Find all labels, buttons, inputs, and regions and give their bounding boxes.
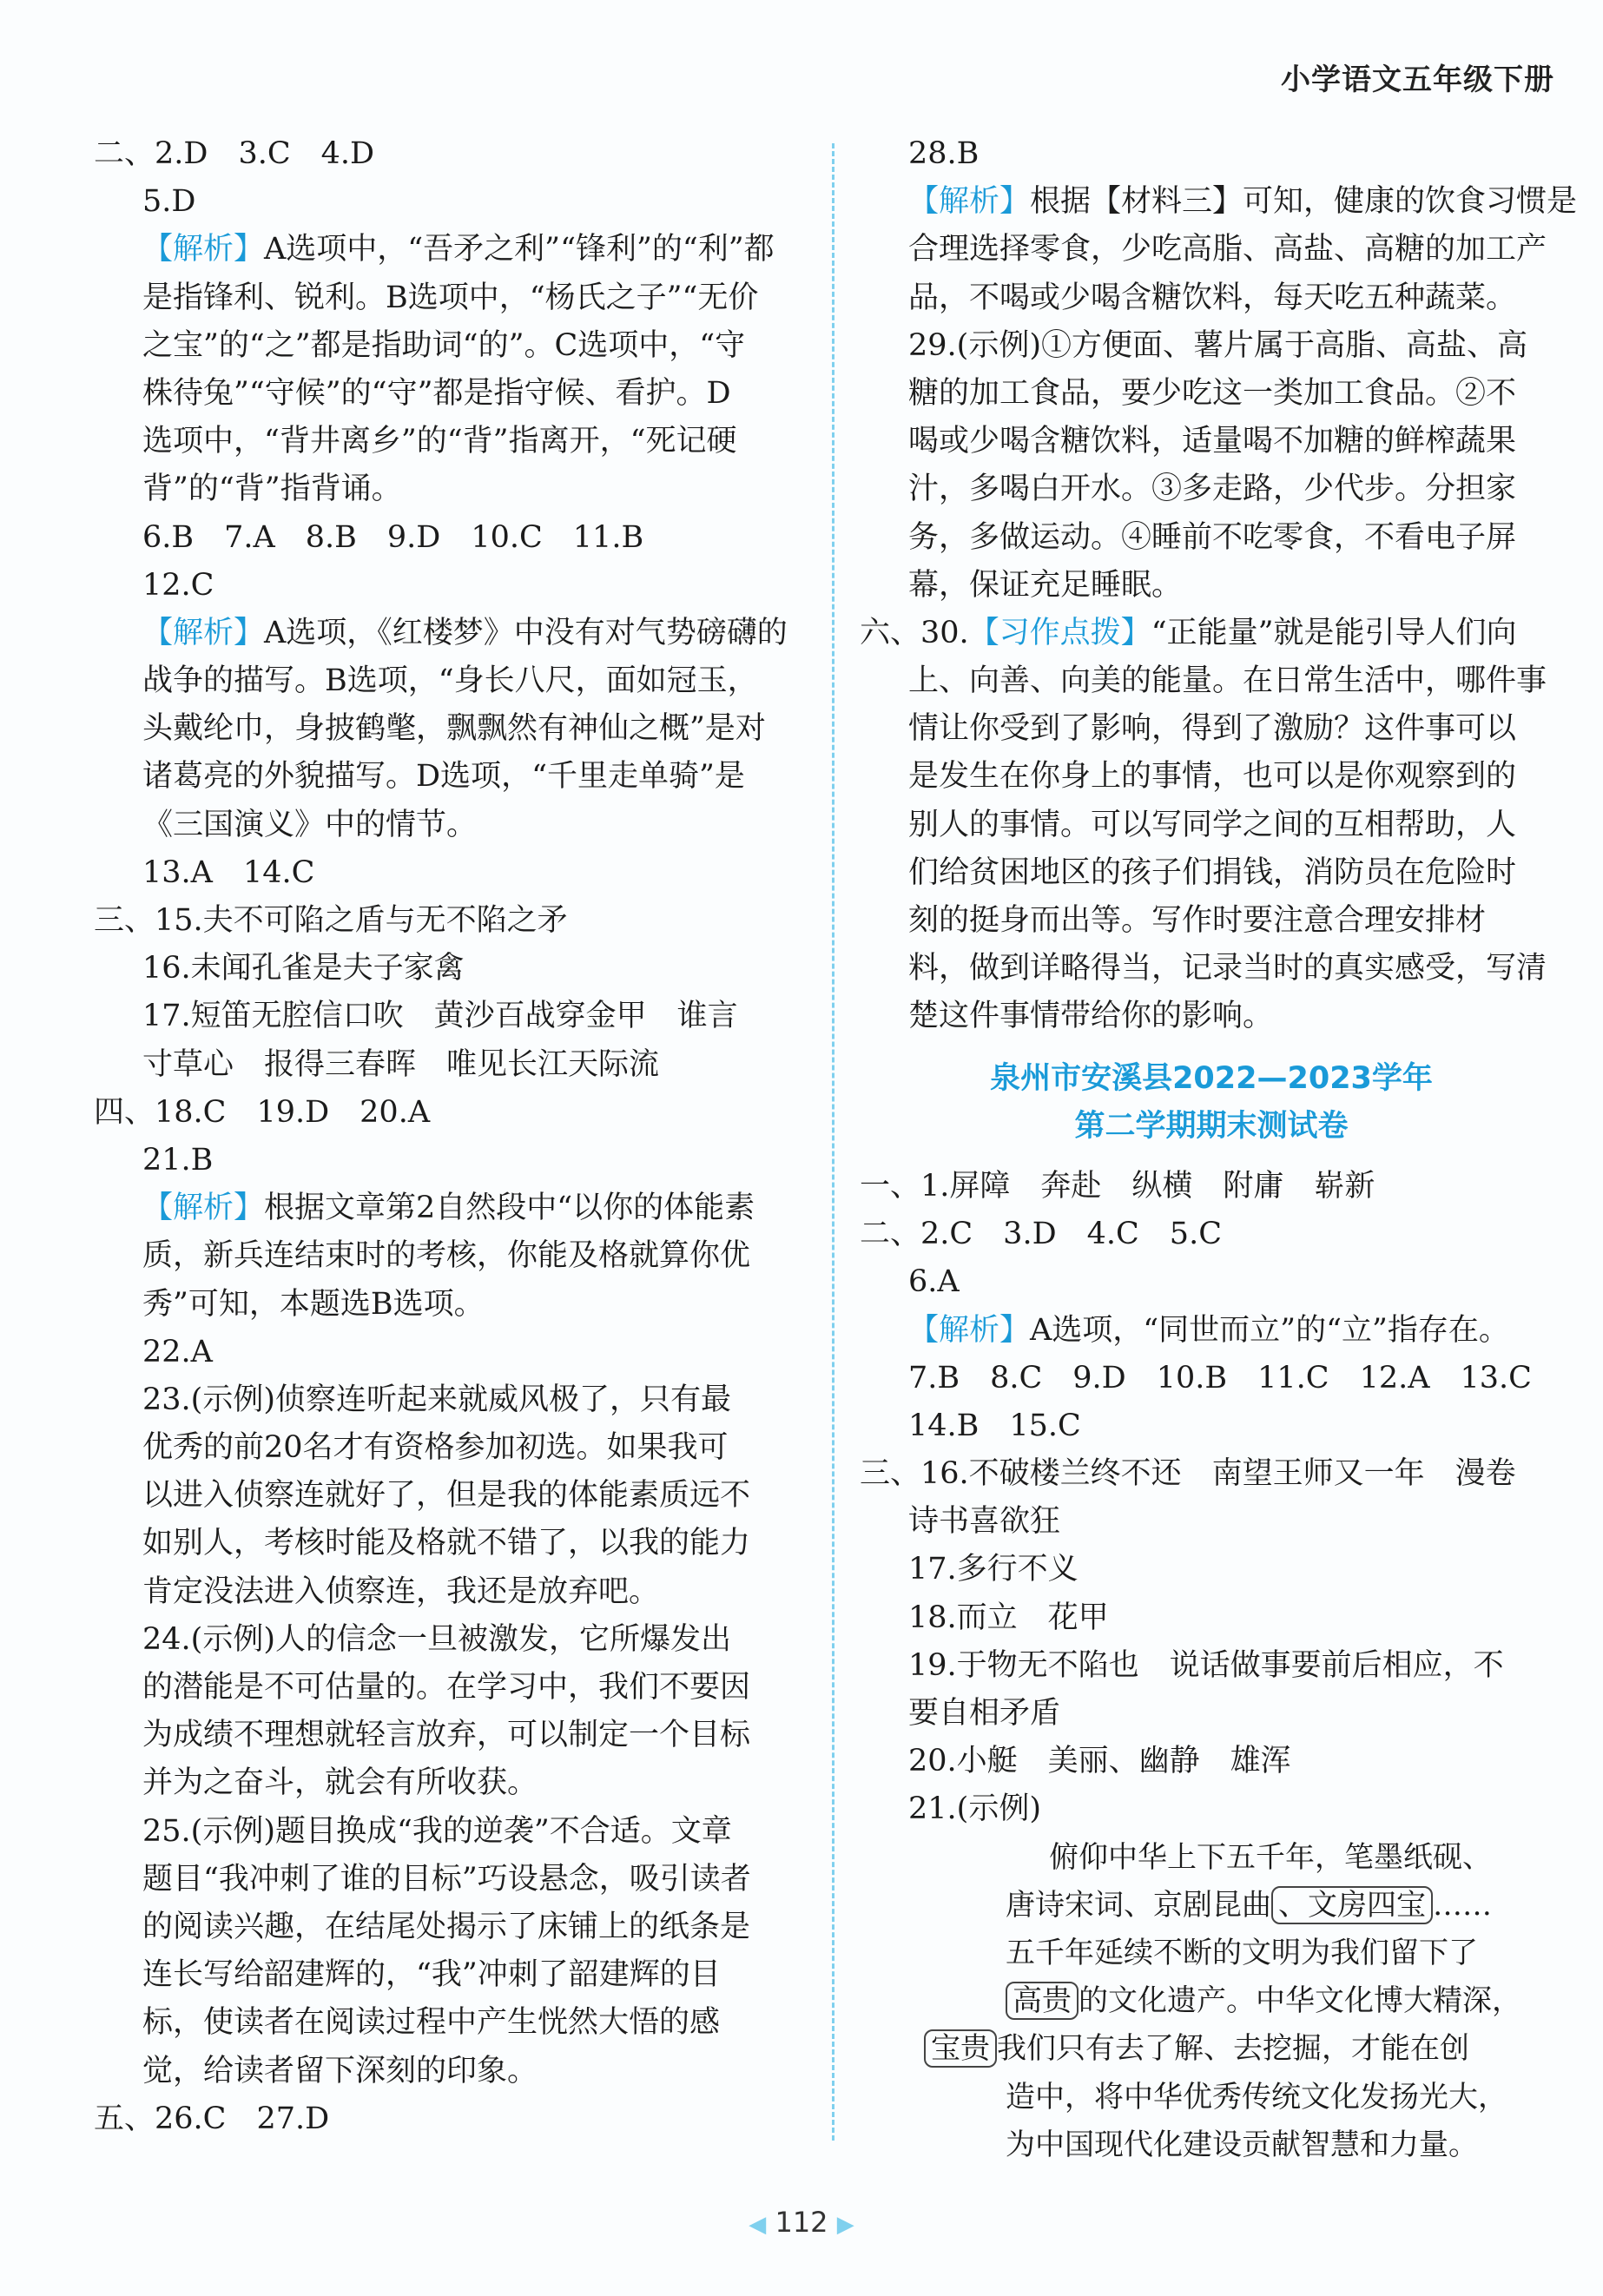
answer-text: 情让你受到了影响，得到了激励？这件事可以 (908, 711, 1517, 747)
answer-line (94, 1232, 806, 1280)
answer-line (860, 753, 1563, 801)
prev-page-icon[interactable]: ◀ (749, 2212, 767, 2238)
answer-text: 二、2.D 3.C 4.D (94, 136, 375, 171)
answer-line (94, 1089, 806, 1137)
answer-text: 质，新兵连结束时的考核，你能及格就算你优 (142, 1238, 751, 1274)
answer-text: 战争的描写。B选项，“身长八尺，面如冠玉， (142, 663, 758, 699)
answer-text: 18.而立 花甲 (908, 1600, 1109, 1635)
essay-line: 为中国现代化建设贡献智慧和力量。 (1006, 2127, 1478, 2162)
answer-text: 头戴纶巾，身披鹤氅，飘飘然有神仙之概”是对 (142, 711, 766, 747)
answer-text: 21.B (142, 1142, 214, 1178)
essay-line: 五千年延续不断的文明为我们留下了 (1006, 1935, 1478, 1970)
answer-text: 别人的事情。可以写同学之间的互相帮助，人 (908, 807, 1517, 842)
answer-text: 24.(示例)人的信念一旦被激发，它所爆发出 (142, 1621, 731, 1657)
answer-text: 21.(示例) (908, 1791, 1041, 1827)
answer-text: 诸葛亮的外貌描写。D选项，“千里走单骑”是 (142, 759, 745, 795)
answer-text: 《三国演义》中的情节。 (142, 807, 478, 842)
answer-line (94, 465, 806, 513)
essay-text: 我们只有去了解、去挖掘，才能在创 (997, 2031, 1469, 2067)
answer-line (94, 610, 806, 657)
answer-text: 糖的加工食品，要少吃这一类加工食品。②不 (908, 375, 1517, 411)
answer-line (860, 226, 1563, 274)
answer-line (860, 610, 1563, 657)
answer-text: 以进入侦察连就好了，但是我的体能素质远不 (142, 1478, 751, 1514)
answer-text: 要自相矛盾 (908, 1696, 1061, 1731)
answer-line (860, 1402, 1563, 1450)
answer-line (860, 1307, 1563, 1355)
answer-line (94, 514, 806, 562)
answer-line (860, 1211, 1563, 1258)
essay-line (860, 1977, 1563, 2025)
answer-line (94, 1616, 806, 1664)
answer-text: 一、1.屏障 奔赴 纵横 附庸 崭新 (860, 1168, 1375, 1204)
answer-line (860, 1450, 1563, 1498)
answer-line (94, 705, 806, 753)
answer-text: 五、26.C 27.D (94, 2101, 330, 2136)
answer-line (860, 705, 1563, 753)
answer-text: 三、16.不破楼兰终不还 南望王师又一年 漫卷 (860, 1456, 1516, 1492)
answer-text: 17.短笛无腔信口吹 黄沙百战穿金甲 谁言 (142, 999, 738, 1034)
sample-essay (860, 1834, 1563, 2169)
answer-line (94, 1520, 806, 1567)
answer-line (860, 178, 1578, 226)
answer-line (860, 1738, 1563, 1785)
answer-text: 标，使读者在阅读过程中产生恍然大悟的感 (142, 2005, 721, 2041)
next-page-icon[interactable]: ▶ (836, 2212, 854, 2238)
answer-line (860, 1163, 1563, 1211)
answer-text: 寸草心 报得三春晖 唯见长江天际流 (142, 1046, 660, 1082)
answer-text: 汁，多喝白开水。③多走路，少代步。分担家 (908, 472, 1517, 507)
answer-text: 12.C (142, 567, 214, 603)
answer-line (94, 1568, 806, 1616)
exam-title-line-2: 第二学期期末测试卷 (1074, 1108, 1349, 1144)
answer-line (860, 1594, 1563, 1642)
answer-text: 13.A 14.C (142, 854, 315, 890)
essay-line: 俯仰中华上下五千年，笔墨纸砚、 (1049, 1839, 1492, 1875)
answer-line (94, 1137, 806, 1184)
answer-text: 连长写给韶建辉的，“我”冲刺了韶建辉的目 (142, 1957, 721, 1993)
page-number: 112 (775, 2206, 828, 2239)
answer-line (860, 1642, 1563, 1690)
answer-line (94, 1184, 806, 1232)
answer-text: 22.A (142, 1334, 213, 1369)
answer-line (94, 370, 806, 418)
answer-line (860, 1355, 1563, 1402)
answer-text: 6.B 7.A 8.B 9.D 10.C 11.B (142, 519, 644, 555)
answer-text: 的阅读兴趣，在结尾处揭示了床铺上的纸条是 (142, 1909, 751, 1944)
essay-text: 唐诗宋词、京剧昆曲 (1006, 1887, 1271, 1923)
answer-text: 品，不喝或少喝含糖饮料，每天吃五种蔬菜。 (908, 280, 1517, 315)
answers-part-1 (860, 130, 1578, 1041)
answer-text: 们给贫困地区的孩子们捐钱，消防员在危险时 (908, 854, 1517, 890)
answer-line (94, 1951, 806, 1999)
answer-text: 14.B 15.C (908, 1408, 1081, 1443)
answer-line (94, 274, 806, 322)
answer-text: 株待兔”“守候”的“守”都是指守候、看护。D (142, 375, 731, 411)
answer-text: 秀”可知，本题选B选项。 (142, 1286, 485, 1322)
answer-text: 25.(示例)题目换成“我的逆袭”不合适。文章 (142, 1813, 732, 1849)
answer-line (94, 1712, 806, 1759)
answer-text: 肯定没法进入侦察连，我还是放弃吧。 (142, 1574, 660, 1609)
answer-text: 刻的挺身而出等。写作时要注意合理安排材 (908, 903, 1487, 938)
answer-text: 四、18.C 19.D 20.A (94, 1094, 431, 1130)
column-divider (832, 143, 834, 2141)
answer-line (94, 130, 806, 178)
answer-line (94, 657, 806, 705)
answer-line (94, 945, 806, 993)
exam-title-line-1: 泉州市安溪县2022—2023学年 (990, 1060, 1433, 1096)
answer-line (94, 993, 806, 1040)
answer-text: 29.(示例)①方便面、薯片属于高脂、高盐、高 (908, 327, 1527, 363)
book-title: 小学语文五年级下册 (1281, 63, 1554, 97)
analysis-tag: 【解析】 (142, 615, 265, 650)
answer-text: 觉，给读者留下深刻的印象。 (142, 2053, 538, 2088)
answer-text: 是发生在你身上的事情，也可以是你观察到的 (908, 759, 1517, 795)
answer-line (860, 1546, 1563, 1593)
answer-line (94, 178, 806, 226)
answer-line (94, 322, 806, 370)
answer-line (860, 1690, 1563, 1738)
analysis-tag: 【习作点拨】 (968, 615, 1151, 650)
essay-line (860, 2025, 1563, 2073)
answer-text: 的潜能是不可估量的。在学习中，我们不要因 (142, 1670, 751, 1705)
analysis-tag: 【解析】 (908, 184, 1031, 220)
answer-line (860, 657, 1563, 705)
answer-line (860, 945, 1563, 993)
analysis-tag: 【解析】 (142, 232, 265, 267)
answer-text: 17.多行不义 (908, 1552, 1079, 1587)
essay-text: …… (1433, 1887, 1492, 1923)
answer-text: 16.未闻孔雀是夫子家禽 (142, 951, 465, 986)
left-column (94, 130, 806, 2143)
answer-line (860, 897, 1563, 945)
answer-text: 28.B (908, 136, 980, 171)
answer-text: 喝或少喝含糖饮料，适量喝不加糖的鲜榨蔬果 (908, 424, 1517, 459)
answer-text: 根据文章第2自然段中“以你的体能素 (264, 1191, 755, 1226)
answer-line (94, 897, 806, 945)
answer-line (94, 2048, 806, 2095)
answer-line (94, 562, 806, 610)
answer-line (860, 130, 1563, 178)
answer-text: 楚这件事情带给你的影响。 (908, 999, 1274, 1034)
answer-text: 5.D (142, 184, 196, 220)
answer-line (94, 1472, 806, 1520)
answer-line (860, 1498, 1563, 1546)
answer-line (94, 1329, 806, 1376)
answer-line (860, 562, 1563, 610)
question-number: 六、30. (860, 615, 969, 650)
answer-line (860, 370, 1563, 418)
answer-text: 题目“我冲刺了谁的目标”巧设悬念，吸引读者 (142, 1861, 751, 1897)
answer-text: 根据【材料三】可知，健康的饮食习惯是 (1030, 184, 1578, 220)
answer-text: 三、15.夫不可陷之盾与无不陷之矛 (94, 903, 568, 938)
answer-line (860, 1785, 1563, 1833)
answer-text: 20.小艇 美丽、幽静 雄浑 (908, 1744, 1291, 1779)
answer-line (860, 322, 1563, 370)
answer-line (860, 1258, 1563, 1306)
answer-line (94, 1041, 806, 1089)
analysis-tag: 【解析】 (142, 1191, 265, 1226)
answer-text: 诗书喜欲狂 (908, 1504, 1061, 1540)
answer-line (94, 1376, 806, 1424)
answer-text: 务，多做运动。④睡前不吃零食，不看电子屏 (908, 519, 1517, 555)
answer-line (860, 849, 1563, 897)
answer-text: 并为之奋斗，就会有所收获。 (142, 1765, 538, 1801)
answer-text: 之宝”的“之”都是指助词“的”。C选项中，“守 (142, 327, 746, 363)
answer-text: 是指锋利、锐利。B选项中，“杨氏之子”“无价 (142, 280, 759, 315)
correction-box: 宝贵 (924, 2029, 997, 2068)
answer-line (94, 1856, 806, 1903)
answer-line (94, 418, 806, 465)
answer-text: “正能量”就是能引导人们向 (1151, 615, 1517, 650)
answer-text: 7.B 8.C 9.D 10.B 11.C 12.A 13.C (908, 1360, 1532, 1395)
answer-text: 幕，保证充足睡眠。 (908, 567, 1183, 603)
correction-box: 高贵 (1006, 1982, 1079, 2020)
answer-line (94, 1903, 806, 1951)
answer-line (94, 753, 806, 801)
answer-text: A选项，“同世而立”的“立”指存在。 (1030, 1312, 1509, 1348)
answer-text: A选项中，“吾矛之利”“锋利”的“利”都 (264, 232, 775, 267)
correction-box: 、文房四宝 (1271, 1886, 1433, 1924)
answer-line (94, 1999, 806, 2047)
answer-text: A选项，《红楼梦》中没有对气势磅礴的 (264, 615, 788, 650)
answer-line (860, 418, 1563, 465)
essay-line: 造中，将中华优秀传统文化发扬光大， (1006, 2079, 1507, 2115)
essay-text: 的文化遗产。中华文化博大精深， (1079, 1983, 1521, 2019)
answer-text: 料，做到详略得当，记录当时的真实感受，写清 (908, 951, 1547, 986)
answer-text: 合理选择零食，少吃高脂、高盐、高糖的加工产 (908, 232, 1547, 267)
answer-line (860, 465, 1563, 513)
page-footer (0, 2206, 1603, 2239)
answer-line (94, 1424, 806, 1472)
answer-text: 如别人，考核时能及格就不错了，以我的能力 (142, 1526, 751, 1561)
answer-text: 23.(示例)侦察连听起来就威风极了，只有最 (142, 1382, 731, 1417)
answer-line (94, 802, 806, 849)
answer-text: 二、2.C 3.D 4.C 5.C (860, 1217, 1222, 1252)
answer-line (94, 1664, 806, 1712)
answer-line (94, 226, 806, 274)
answer-line (94, 849, 806, 897)
answer-text: 背”的“背”指背诵。 (142, 472, 402, 507)
answer-text: 19.于物无不陷也 说话做事要前后相应，不 (908, 1647, 1504, 1683)
answer-line (94, 2095, 806, 2143)
answer-text: 上、向善、向美的能量。在日常生活中，哪件事 (908, 663, 1547, 699)
analysis-tag: 【解析】 (908, 1312, 1031, 1348)
answer-text: 优秀的前20名才有资格参加初选。如果我可 (142, 1430, 729, 1466)
answer-text: 6.A (908, 1264, 960, 1300)
right-column (860, 130, 1578, 2169)
answer-line (860, 993, 1563, 1040)
answer-line (860, 514, 1563, 562)
answer-line (94, 1281, 806, 1329)
answer-line (94, 1759, 806, 1807)
answer-text: 为成绩不理想就轻言放弃，可以制定一个目标 (142, 1718, 751, 1753)
answers-part-2 (860, 1163, 1563, 1834)
answer-line (860, 802, 1563, 849)
answer-line (860, 274, 1563, 322)
answer-text: 选项中，“背井离乡”的“背”指离开，“死记硬 (142, 424, 737, 459)
essay-line (860, 1882, 1563, 1930)
answer-line (94, 1808, 806, 1856)
